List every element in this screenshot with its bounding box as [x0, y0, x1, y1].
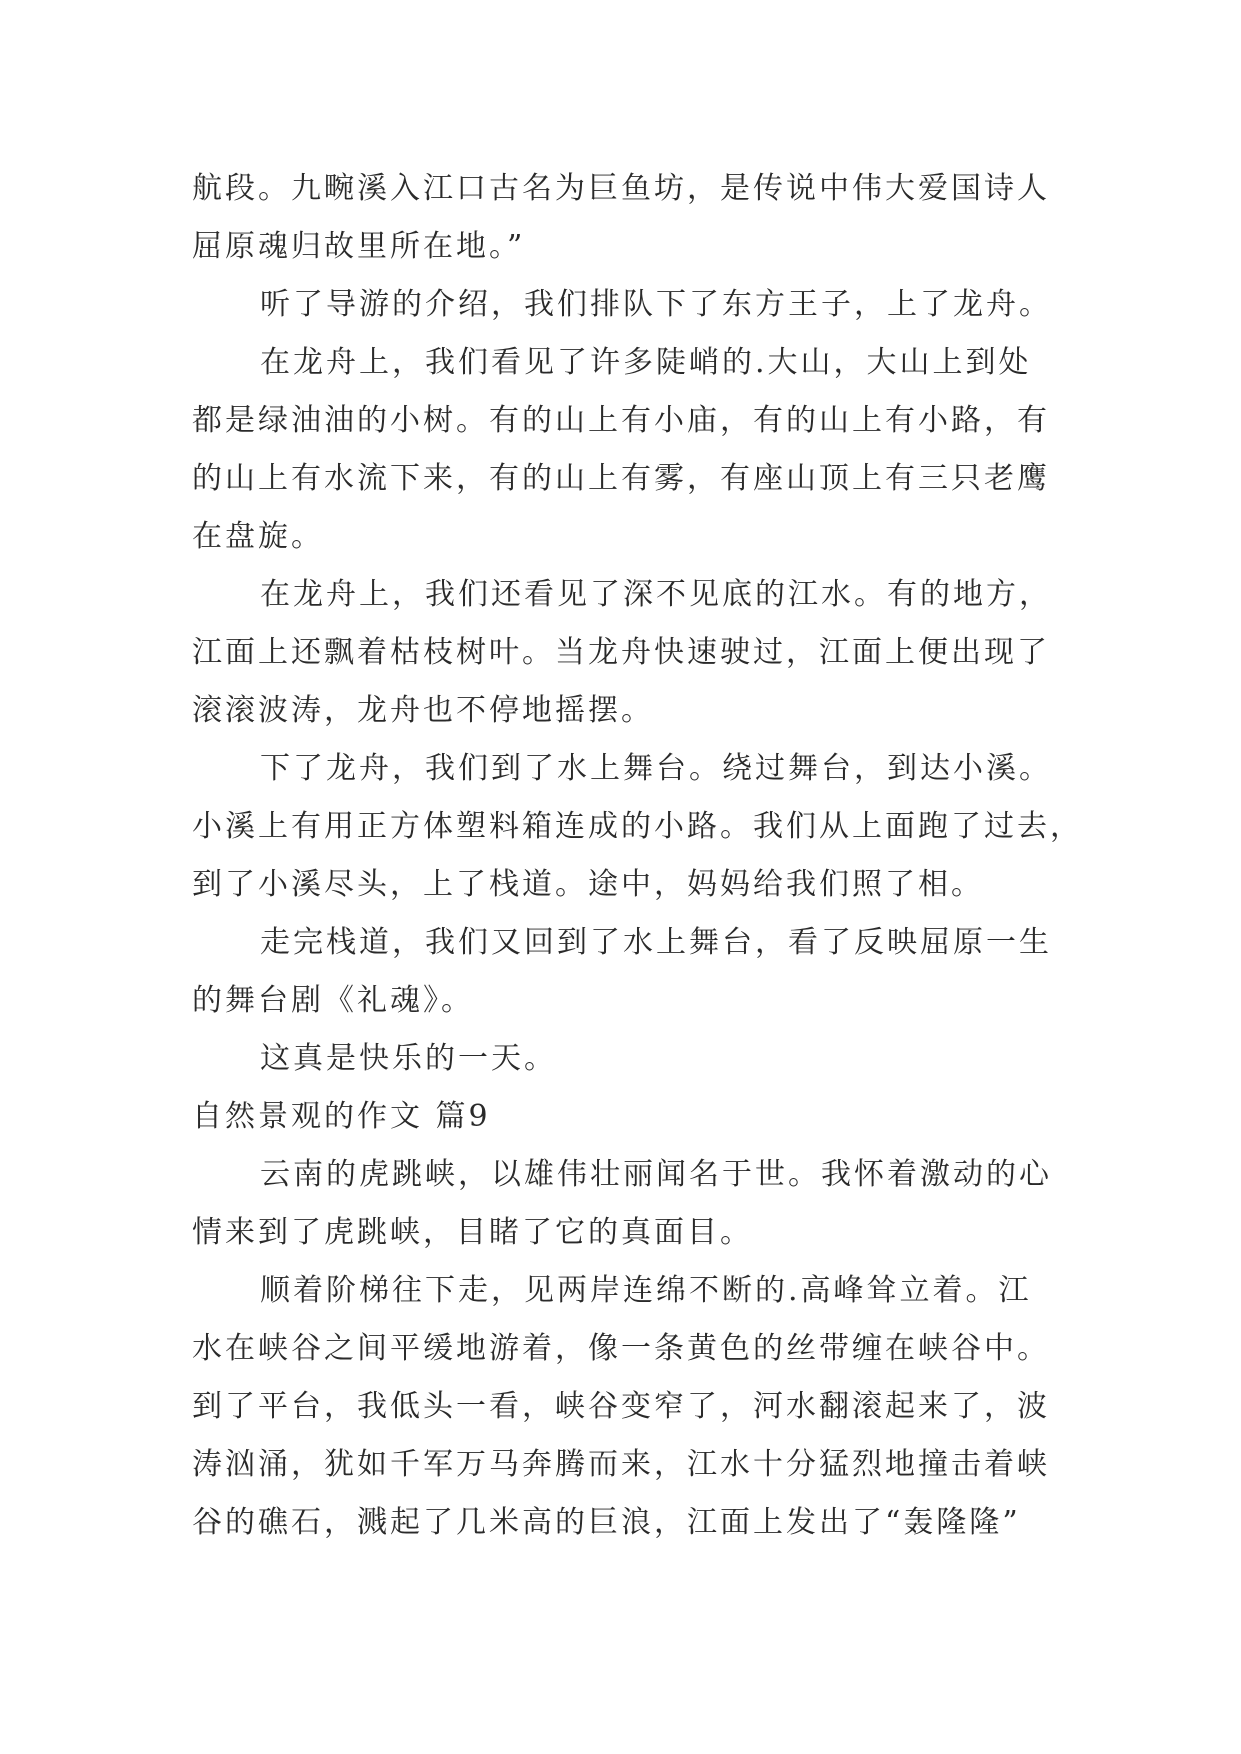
text-line: 小溪上有用正方体塑料箱连成的小路。我们从上面跑了过去，	[192, 809, 1083, 844]
text-line: 航段。九畹溪入江口古名为巨鱼坊，是传说中伟大爱国诗人	[192, 171, 1050, 206]
text-line: 到了小溪尽头，上了栈道。途中，妈妈给我们照了相。	[192, 867, 984, 902]
text-line: 江面上还飘着枯枝树叶。当龙舟快速驶过，江面上便出现了	[192, 635, 1050, 670]
text-line: 在龙舟上，我们还看见了深不见底的江水。有的地方，	[260, 577, 1052, 612]
text-line: 到了平台，我低头一看，峡谷变窄了，河水翻滚起来了，波	[192, 1389, 1050, 1424]
text-line: 在盘旋。	[192, 519, 324, 554]
text-line: 涛汹涌，犹如千军万马奔腾而来，江水十分猛烈地撞击着峡	[192, 1447, 1050, 1482]
text-line: 屈原魂归故里所在地。”	[192, 229, 526, 264]
text-line: 下了龙舟，我们到了水上舞台。绕过舞台，到达小溪。	[260, 751, 1052, 786]
text-line: 滚滚波涛，龙舟也不停地摇摆。	[192, 693, 654, 728]
text-line: 谷的礁石，溅起了几米高的巨浪，江面上发出了“轰隆隆”	[192, 1505, 1021, 1540]
text-line: 这真是快乐的一天。	[260, 1041, 557, 1076]
document-body	[192, 160, 1083, 1552]
text-line: 的舞台剧《礼魂》。	[192, 983, 474, 1018]
text-line: 情来到了虎跳峡，目睹了它的真面目。	[192, 1215, 753, 1250]
text-line: 云南的虎跳峡，以雄伟壮丽闻名于世。我怀着激动的心	[260, 1157, 1052, 1192]
text-line: 顺着阶梯往下走，见两岸连绵不断的.高峰耸立着。江	[260, 1273, 1032, 1308]
text-line: 的山上有水流下来，有的山上有雾，有座山顶上有三只老鹰	[192, 461, 1050, 496]
text-line: 水在峡谷之间平缓地游着，像一条黄色的丝带缠在峡谷中。	[192, 1331, 1050, 1366]
text-line: 都是绿油油的小树。有的山上有小庙，有的山上有小路，有	[192, 403, 1050, 438]
text-line: 走完栈道，我们又回到了水上舞台，看了反映屈原一生	[260, 925, 1052, 960]
text-line: 在龙舟上，我们看见了许多陡峭的.大山，大山上到处	[260, 345, 1032, 380]
section-heading: 自然景观的作文 篇9	[192, 1099, 491, 1134]
text-line: 听了导游的介绍，我们排队下了东方王子，上了龙舟。	[260, 287, 1052, 322]
